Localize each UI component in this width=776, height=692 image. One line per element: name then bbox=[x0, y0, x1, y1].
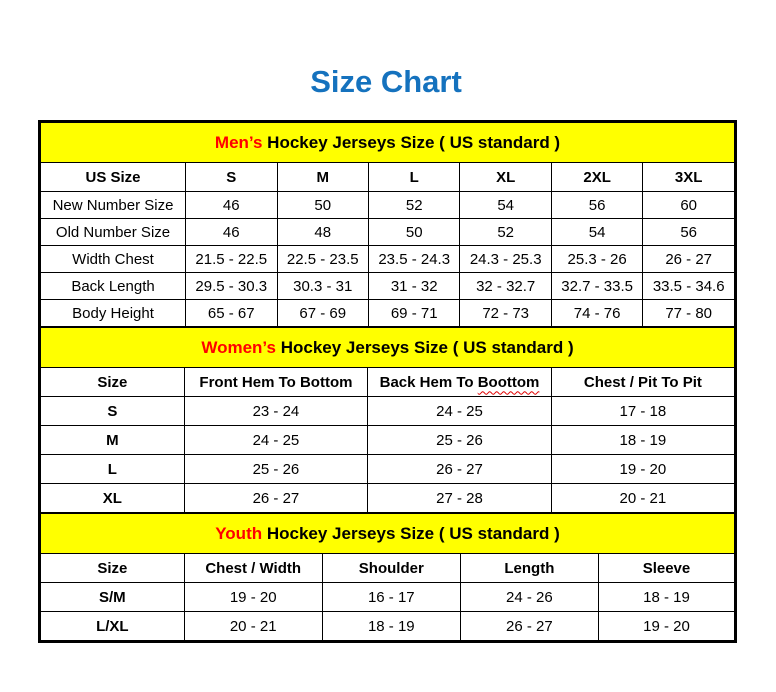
row-label: S bbox=[41, 397, 185, 426]
size-cell: 24 - 26 bbox=[460, 583, 598, 612]
column-header: Length bbox=[460, 554, 598, 583]
size-cell: 19 - 20 bbox=[551, 455, 734, 484]
size-cell: 65 - 67 bbox=[186, 300, 277, 327]
row-label: L bbox=[41, 455, 185, 484]
size-cell: 26 - 27 bbox=[368, 455, 552, 484]
row-label: Back Length bbox=[41, 273, 186, 300]
row-label: L/XL bbox=[41, 612, 185, 641]
table-row bbox=[41, 192, 735, 219]
table-row bbox=[41, 612, 735, 641]
size-cell: 23 - 24 bbox=[184, 397, 368, 426]
womens-banner-cell bbox=[41, 328, 735, 368]
size-cell: 50 bbox=[368, 219, 459, 246]
size-cell: 31 - 32 bbox=[368, 273, 459, 300]
size-cell: 16 - 17 bbox=[322, 583, 460, 612]
size-cell: 18 - 19 bbox=[598, 583, 734, 612]
size-cell: 24 - 25 bbox=[184, 426, 368, 455]
size-cell: 30.3 - 31 bbox=[277, 273, 368, 300]
mens-header-row bbox=[41, 163, 735, 192]
column-header: L bbox=[368, 163, 459, 192]
misspelled-word: Boottom bbox=[477, 373, 540, 391]
size-cell: 52 bbox=[460, 219, 551, 246]
size-cell: 20 - 21 bbox=[551, 484, 734, 513]
size-cell: 19 - 20 bbox=[598, 612, 734, 641]
size-cell: 22.5 - 23.5 bbox=[277, 246, 368, 273]
row-label: S/M bbox=[41, 583, 185, 612]
size-cell: 25 - 26 bbox=[184, 455, 368, 484]
size-cell: 46 bbox=[186, 219, 277, 246]
column-header: XL bbox=[460, 163, 551, 192]
size-cell: 19 - 20 bbox=[184, 583, 322, 612]
column-header: 2XL bbox=[551, 163, 642, 192]
table-row bbox=[41, 246, 735, 273]
column-header: Size bbox=[41, 368, 185, 397]
row-label: New Number Size bbox=[41, 192, 186, 219]
size-cell: 46 bbox=[186, 192, 277, 219]
size-cell: 27 - 28 bbox=[368, 484, 552, 513]
page-title: Size Chart bbox=[310, 64, 462, 99]
size-cell: 48 bbox=[277, 219, 368, 246]
youth-banner-cell bbox=[41, 514, 735, 554]
table-row bbox=[41, 397, 735, 426]
table-row bbox=[41, 484, 735, 513]
youth-banner bbox=[41, 514, 735, 554]
size-cell: 77 - 80 bbox=[643, 300, 735, 327]
youth-header-row bbox=[41, 554, 735, 583]
youth-section-table bbox=[40, 513, 735, 641]
size-cell: 32 - 32.7 bbox=[460, 273, 551, 300]
column-header-text: Back Hem To bbox=[379, 373, 478, 391]
size-cell: 17 - 18 bbox=[551, 397, 734, 426]
size-cell: 24 - 25 bbox=[368, 397, 552, 426]
size-cell: 29.5 - 30.3 bbox=[186, 273, 277, 300]
size-cell: 20 - 21 bbox=[184, 612, 322, 641]
row-label: Old Number Size bbox=[41, 219, 186, 246]
table-row bbox=[41, 219, 735, 246]
size-cell: 74 - 76 bbox=[551, 300, 642, 327]
column-header: US Size bbox=[41, 163, 186, 192]
size-cell: 21.5 - 22.5 bbox=[186, 246, 277, 273]
table-row bbox=[41, 426, 735, 455]
size-cell: 18 - 19 bbox=[551, 426, 734, 455]
table-row bbox=[41, 455, 735, 484]
size-cell: 26 - 27 bbox=[460, 612, 598, 641]
mens-section-table bbox=[40, 122, 735, 327]
size-chart-table bbox=[38, 120, 737, 643]
column-header bbox=[368, 368, 552, 397]
column-header: Chest / Pit To Pit bbox=[551, 368, 734, 397]
column-header: Size bbox=[41, 554, 185, 583]
size-cell: 52 bbox=[368, 192, 459, 219]
row-label: XL bbox=[41, 484, 185, 513]
size-cell: 25 - 26 bbox=[368, 426, 552, 455]
column-header: Shoulder bbox=[322, 554, 460, 583]
youth-banner-highlight: Youth bbox=[215, 523, 263, 543]
size-cell: 32.7 - 33.5 bbox=[551, 273, 642, 300]
womens-banner bbox=[41, 328, 735, 368]
size-cell: 24.3 - 25.3 bbox=[460, 246, 551, 273]
size-cell: 26 - 27 bbox=[643, 246, 735, 273]
column-header: M bbox=[277, 163, 368, 192]
column-header: Sleeve bbox=[598, 554, 734, 583]
mens-banner-highlight: Men’s bbox=[214, 132, 263, 152]
size-cell: 54 bbox=[551, 219, 642, 246]
size-cell: 56 bbox=[643, 219, 735, 246]
size-cell: 56 bbox=[551, 192, 642, 219]
mens-banner-cell bbox=[41, 123, 735, 163]
table-row bbox=[41, 583, 735, 612]
table-row bbox=[41, 300, 735, 327]
womens-banner-highlight: Women’s bbox=[201, 337, 276, 357]
size-cell: 18 - 19 bbox=[322, 612, 460, 641]
size-cell: 54 bbox=[460, 192, 551, 219]
size-cell: 67 - 69 bbox=[277, 300, 368, 327]
womens-header-row bbox=[41, 368, 735, 397]
size-cell: 69 - 71 bbox=[368, 300, 459, 327]
row-label: Width Chest bbox=[41, 246, 186, 273]
table-row bbox=[41, 273, 735, 300]
size-cell: 60 bbox=[643, 192, 735, 219]
womens-section-table bbox=[40, 327, 735, 513]
column-header: Chest / Width bbox=[184, 554, 322, 583]
column-header: S bbox=[186, 163, 277, 192]
column-header: Front Hem To Bottom bbox=[184, 368, 368, 397]
size-cell: 23.5 - 24.3 bbox=[368, 246, 459, 273]
size-cell: 33.5 - 34.6 bbox=[643, 273, 735, 300]
womens-banner-text: Hockey Jerseys Size ( US standard ) bbox=[275, 337, 574, 357]
row-label: M bbox=[41, 426, 185, 455]
column-header: 3XL bbox=[643, 163, 735, 192]
youth-banner-text: Hockey Jerseys Size ( US standard ) bbox=[262, 523, 560, 543]
size-cell: 50 bbox=[277, 192, 368, 219]
mens-banner-text: Hockey Jerseys Size ( US standard ) bbox=[262, 132, 561, 152]
size-cell: 26 - 27 bbox=[184, 484, 368, 513]
size-cell: 72 - 73 bbox=[460, 300, 551, 327]
size-cell: 25.3 - 26 bbox=[551, 246, 642, 273]
mens-banner bbox=[41, 123, 735, 163]
row-label: Body Height bbox=[41, 300, 186, 327]
